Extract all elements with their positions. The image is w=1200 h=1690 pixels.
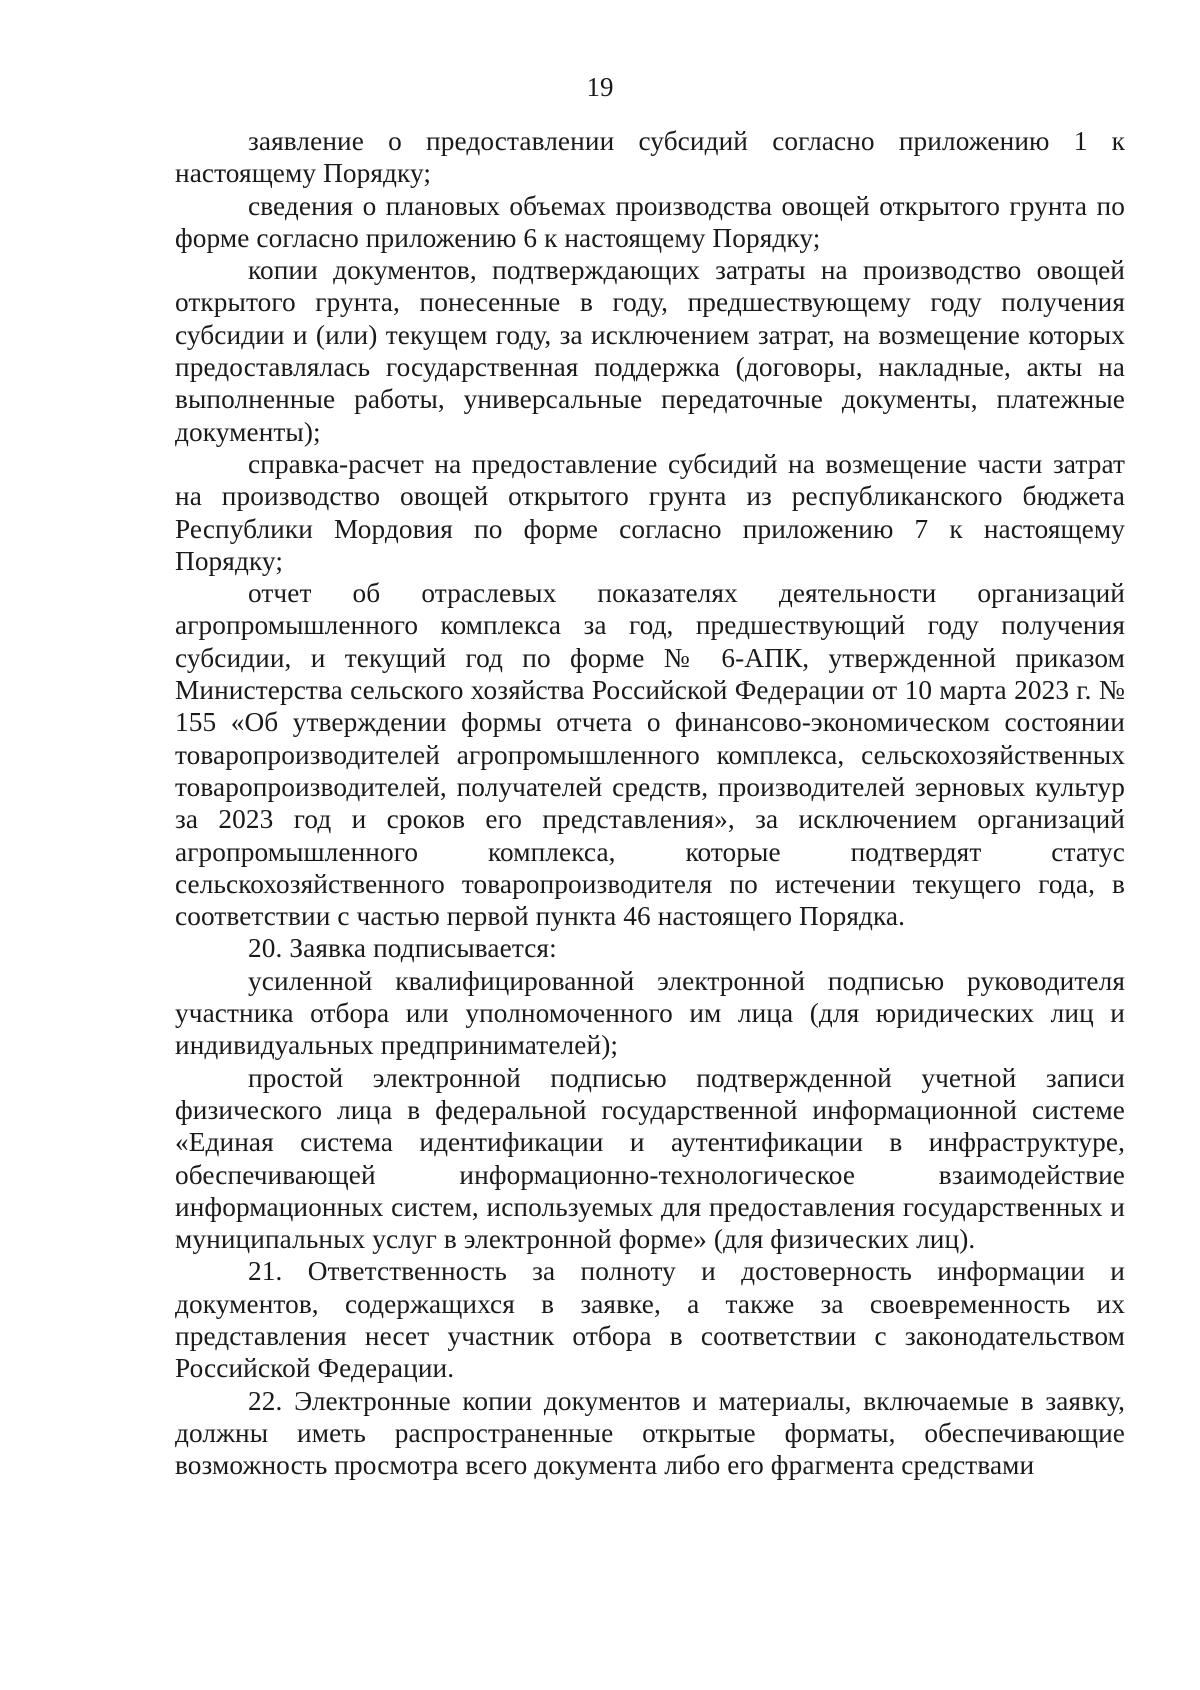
- paragraph-clause-22: 22. Электронные копии документов и материалы, включаемые в заявку, должны иметь распространенные открытые форматы, обеспечивающие возможность просмотра всего документа либо его фрагмента средствами: [175, 1385, 1125, 1481]
- paragraph-expense-documents: копии документов, подтверждающих затраты на производство овощей открытого грунта, понесенные в году, предшествующему году получения субсидии и (или) текущем году, за исключением затрат, на возмещение которых предоставлялась государственная поддержка (договоры, накладные, акты на выполненные работы, универсальные передаточные документы, платежные документы);: [175, 255, 1125, 447]
- paragraph-industry-report: отчет об отраслевых показателях деятельности организаций агропромышленного комплекса за год, предшествующий году получения субсидии, и текущий год по форме № 6-АПК, утвержденной приказом Министерства сельского хозяйства Российской Федерации от 10 марта 2023 г. № 155 «Об утверждении формы отчета о финансово-экономическом состоянии товаропроизводителей агропромышленного комплекса, сельскохозяйственных товаропроизводителей, получателей средств, производителей зерновых культур за 2023 год и сроков его представления», за исключением организаций агропромышленного комплекса, которые подтвердят статус сельскохозяйственного товаропроизводителя по истечении текущего года, в соответствии с частью первой пункта 46 настоящего Порядка.: [175, 578, 1125, 932]
- paragraph-clause-21: 21. Ответственность за полноту и достоверность информации и документов, содержащихся в заявке, а также за своевременность их представления несет участник отбора в соответствии с законодательством Российской Федерации.: [175, 1256, 1125, 1384]
- paragraph-qualified-signature: усиленной квалифицированной электронной подписью руководителя участника отбора или уполномоченного им лица (для юридических лиц и индивидуальных предпринимателей);: [175, 965, 1125, 1061]
- paragraph-planned-volumes: сведения о плановых объемах производства овощей открытого грунта по форме согласно приложению 6 к настоящему Порядку;: [175, 190, 1125, 253]
- paragraph-simple-signature: простой электронной подписью подтвержденной учетной записи физического лица в федеральной государственной информационной системе «Единая система идентификации и аутентификации в инфраструктуре, обеспечивающей информационно-технологическое взаимодействие информационных систем, используемых для предоставления государственных и муниципальных услуг в электронной форме» (для физических лиц).: [175, 1062, 1125, 1255]
- paragraph-clause-20: 20. Заявка подписывается:: [248, 933, 557, 964]
- paragraph-calculation-certificate: справка-расчет на предоставление субсидий на возмещение части затрат на производство овощей открытого грунта из республиканского бюджета Республики Мордовия по форме согласно приложению 7 к настоящему Порядку;: [175, 448, 1125, 576]
- paragraph-application-statement: заявление о предоставлении субсидий согласно приложению 1 к настоящему Порядку;: [175, 126, 1125, 189]
- document-body: [175, 125, 1125, 1481]
- page-number: 19: [586, 72, 614, 102]
